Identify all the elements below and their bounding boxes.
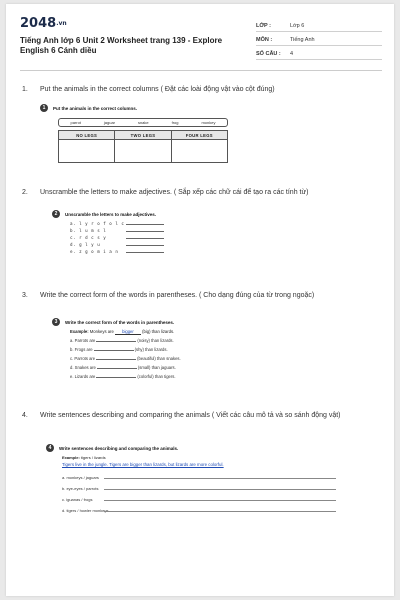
answer-blank[interactable] [126, 245, 164, 246]
sentence-item: d. tigers / howler monkeys [62, 508, 108, 513]
word-form-item: a. Parrots are (noisy) than lizards. [70, 338, 174, 343]
table-header [59, 131, 227, 140]
word-item: monkey [201, 120, 216, 125]
example-sentence: Example: Monkeys are bigger (big) than lizards. [70, 329, 175, 334]
word-form-item: b. Frogs are (shy) than lizards. [70, 347, 168, 352]
answer-line[interactable] [104, 511, 336, 512]
worksheet-page: 2048.vn Tiếng Anh lớp 6 Unit 2 Worksheet trang 139 - Explore English 6 Cánh diều LỚP : Lớp 6 MÔN : Tiếng Anh SỐ CÂU : 4 1. Put the animals in the correct columns ( Đặt các loài động vật vào cột đúng) 1 Put the animals in the correct columns. parrot jaguar snake frog monkey NO LEGS TWO LEGS FOUR LEGS 2. Unscramble the letters to make adjectives. ( Sắp xếp các chữ cái để tạo ra các tính từ) 2 Unscramble the letters to make adjectives. a. l y r o f o l c b. l u m s l c. r d c s y d. g l y u e. z g o m i a n 3. Write the correct form of the words in parentheses. ( Cho dạng đúng của từ trong ngoặc) 3 Write the correct form of the words in parentheses. Example: Monkeys are bigger (big) than lizards. a. Parrots are (noisy) than lizards. b. Frogs are (shy) than lizards. c. Parrots are (beautiful) than snakes. d. Snakes are (small) than jaguars. e. Lizards are (colorful) than tigers. 4. Write sentences describing and comparing the animals ( Viết các câu mô tả và so sánh động vật) 4 Write sentences describing and comparing the animals. Example: tigers / lizards Tigers live in the jungle. Tigers are bigger than lizards, but lizards are more colorful. a. monkeys / jaguars b. eye-eyes / parrots c. iguanas / frogs d. tigers / howler monkeys [6, 4, 394, 596]
answer-line[interactable] [104, 489, 336, 490]
scramble-item: d. g l y u [70, 242, 100, 247]
exercise-badge: 2 [52, 210, 60, 218]
column-no-legs: NO LEGS [59, 131, 115, 139]
sentence-item: c. iguanas / frogs [62, 497, 92, 502]
answer-cell[interactable] [59, 140, 115, 163]
site-logo[interactable]: 2048.vn [20, 16, 67, 31]
header-divider [20, 70, 382, 71]
word-form-item: c. Parrots are (beautiful) than snakes. [70, 356, 181, 361]
scramble-item: a. l y r o f o l c [70, 221, 124, 226]
meta-row-class: LỚP : Lớp 6 [256, 18, 382, 32]
sentence-item: a. monkeys / jaguars [62, 475, 99, 480]
answer-cell[interactable] [115, 140, 171, 163]
answer-blank[interactable] [97, 368, 137, 369]
word-form-item: e. Lizards are (colorful) than tigers. [70, 374, 176, 379]
table-body [59, 140, 227, 163]
answer-blank[interactable] [126, 231, 164, 232]
exercise-1-heading: 1 Put the animals in the correct columns. [40, 104, 137, 112]
answer-blank[interactable] [126, 238, 164, 239]
answer-line[interactable] [104, 478, 336, 479]
column-two-legs: TWO LEGS [115, 131, 171, 139]
answer-cell[interactable] [172, 140, 227, 163]
sentence-item: b. eye-eyes / parrots [62, 486, 98, 491]
word-item: parrot [70, 120, 81, 125]
header [20, 16, 382, 62]
exercise-badge: 1 [40, 104, 48, 112]
exercise-4-heading: 4 Write sentences describing and comparing the animals. [46, 444, 178, 452]
answer-line[interactable] [104, 500, 336, 501]
scramble-item: e. z g o m i a n [70, 249, 118, 254]
answer-blank[interactable] [96, 341, 136, 342]
scramble-item: b. l u m s l [70, 228, 106, 233]
column-four-legs: FOUR LEGS [185, 133, 213, 138]
meta-row-count: SỐ CÂU : 4 [256, 46, 382, 60]
scramble-item: c. r d c s y [70, 235, 106, 240]
answer-blank[interactable] [96, 359, 136, 360]
word-item: frog [171, 120, 179, 125]
exercise-badge: 3 [52, 318, 60, 326]
exercise-badge: 4 [46, 444, 54, 452]
animal-columns-table [58, 130, 228, 163]
answer-blank[interactable] [126, 224, 164, 225]
answer-blank[interactable] [96, 377, 136, 378]
answer-blank[interactable] [94, 350, 134, 351]
word-item: snake [137, 120, 149, 125]
answer-blank[interactable] [126, 252, 164, 253]
meta-info [256, 18, 382, 60]
animal-word-box [58, 118, 228, 127]
exercise-2-heading: 2 Unscramble the letters to make adjectives. [52, 210, 156, 218]
word-form-item: d. Snakes are (small) than jaguars. [70, 365, 176, 370]
meta-row-subject: MÔN : Tiếng Anh [256, 32, 382, 46]
document-title: Tiếng Anh lớp 6 Unit 2 Worksheet trang 139 - Explore English 6 Cánh diều [20, 36, 223, 55]
exercise-3-heading: 3 Write the correct form of the words in parentheses. [52, 318, 174, 326]
word-item: jaguar [103, 120, 115, 125]
example-answer: Tigers live in the jungle. Tigers are bigger than lizards, but lizards are more colorful. [62, 462, 224, 467]
example-answer: bigger [115, 329, 141, 335]
example-prompt: Example: tigers / lizards [62, 455, 106, 460]
